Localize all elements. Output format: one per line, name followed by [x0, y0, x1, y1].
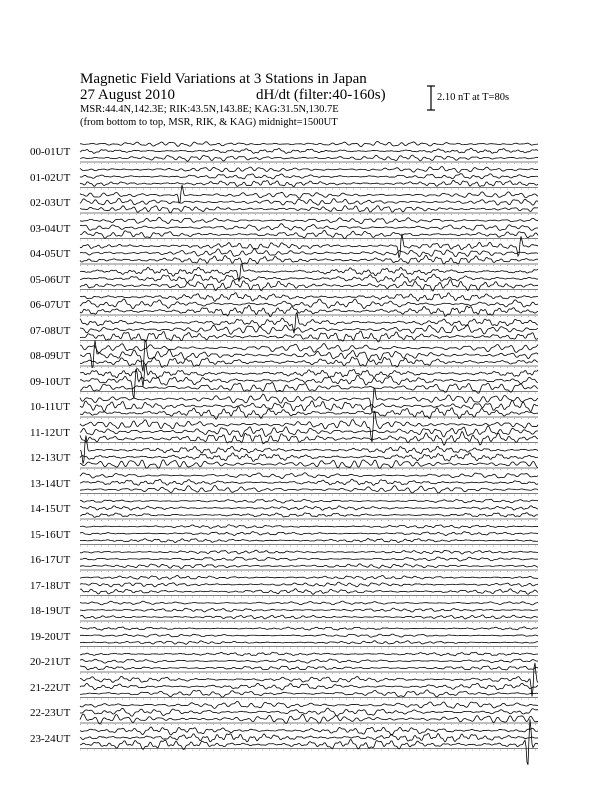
station-trace: [80, 564, 538, 569]
station-trace: [80, 206, 538, 213]
station-trace: [80, 305, 538, 316]
station-trace: [80, 453, 538, 462]
hour-label: 19-20UT: [30, 630, 71, 643]
station-trace: [80, 615, 538, 619]
station-trace: [80, 701, 538, 708]
station-trace: [80, 479, 538, 485]
hour-label: 11-12UT: [30, 426, 70, 439]
station-trace: [80, 659, 538, 663]
station-trace: [80, 400, 538, 411]
station-trace: [80, 506, 538, 510]
station-trace: [80, 255, 538, 264]
station-trace: [80, 431, 538, 445]
station-trace: [80, 365, 538, 387]
hour-label: 15-16UT: [30, 528, 71, 541]
hour-label: 07-08UT: [30, 324, 71, 337]
date-text: 27 August 2010: [80, 87, 176, 103]
station-trace: [80, 733, 538, 742]
station-trace: [80, 148, 538, 153]
station-trace: [80, 407, 538, 420]
station-trace: [80, 155, 538, 161]
station-trace: [80, 249, 538, 257]
station-trace: [80, 513, 538, 518]
station-trace: [80, 690, 538, 697]
station-trace: [80, 589, 538, 595]
chart-title: Magnetic Field Variations at 3 Stations in Japan: [80, 71, 367, 87]
station-trace: [80, 532, 538, 536]
station-trace: [80, 683, 538, 690]
station-trace: [80, 264, 538, 282]
station-trace: [80, 575, 538, 579]
hour-label: 18-19UT: [30, 605, 71, 617]
scale-bar-label: 2.10 nT at T=80s: [437, 92, 510, 103]
scale-bar: [427, 86, 435, 110]
station-trace: [80, 634, 538, 637]
hour-label: 12-13UT: [30, 452, 71, 464]
station-trace: [80, 601, 538, 605]
station-trace: [80, 608, 538, 612]
hour-label: 09-10UT: [30, 375, 71, 388]
station-trace: [80, 627, 538, 630]
station-trace: [80, 141, 538, 146]
hour-label: 10-11UT: [30, 401, 70, 413]
hour-label: 16-17UT: [30, 554, 71, 566]
station-trace: [80, 708, 538, 716]
hour-label: 02-03UT: [30, 197, 71, 209]
hour-label: 14-15UT: [30, 503, 71, 515]
station-trace: [80, 166, 538, 172]
trace-layer: [80, 141, 538, 764]
station-trace: [80, 582, 538, 587]
hour-label: 23-24UT: [30, 732, 71, 745]
hour-label: 08-09UT: [30, 350, 71, 362]
station-trace: [80, 217, 538, 223]
station-trace: [80, 273, 538, 282]
station-trace: [80, 293, 538, 302]
station-trace: [80, 652, 538, 656]
station-trace: [80, 325, 538, 335]
station-trace: [80, 666, 538, 670]
station-trace: [80, 198, 538, 205]
hour-label: 17-18UT: [30, 579, 71, 592]
filter-text: dH/dt (filter:40-160s): [256, 87, 386, 103]
station-trace: [80, 224, 538, 231]
hour-label: 21-22UT: [30, 681, 71, 694]
station-trace: [80, 180, 538, 186]
order-note: (from bottom to top, MSR, RIK, & KAG) midnight=1500UT: [80, 117, 338, 128]
station-trace: [80, 499, 538, 503]
station-trace: [80, 174, 538, 179]
hour-label: 13-14UT: [30, 477, 71, 490]
stations-info: MSR:44.4N,142.3E; RIK:43.5N,143.8E; KAG:31.5N,130.7E: [80, 104, 339, 115]
station-trace: [80, 550, 538, 554]
hour-label: 20-21UT: [30, 656, 71, 668]
hour-label: 03-04UT: [30, 222, 71, 235]
station-trace: [80, 538, 538, 542]
date-and-filter: [80, 87, 386, 104]
hour-label: 00-01UT: [30, 146, 71, 158]
station-trace: [80, 426, 538, 437]
baseline-grid: [80, 162, 538, 750]
station-trace: [80, 340, 538, 371]
hour-label: 22-23UT: [30, 707, 71, 719]
hour-label: 06-07UT: [30, 299, 71, 311]
hour-label: 05-06UT: [30, 273, 71, 286]
station-trace: [80, 485, 538, 493]
station-trace: [80, 525, 538, 529]
station-trace: [80, 312, 538, 333]
station-trace: [80, 460, 538, 469]
station-trace: [80, 714, 538, 724]
station-trace: [80, 230, 538, 238]
station-trace: [80, 719, 538, 764]
hour-label: 01-02UT: [30, 171, 71, 184]
station-trace: [80, 557, 538, 561]
station-trace: [80, 411, 538, 442]
hour-label: 04-05UT: [30, 248, 71, 260]
station-trace: [80, 727, 538, 735]
station-trace: [80, 473, 538, 479]
station-trace: [80, 641, 538, 644]
station-trace: [80, 344, 538, 353]
